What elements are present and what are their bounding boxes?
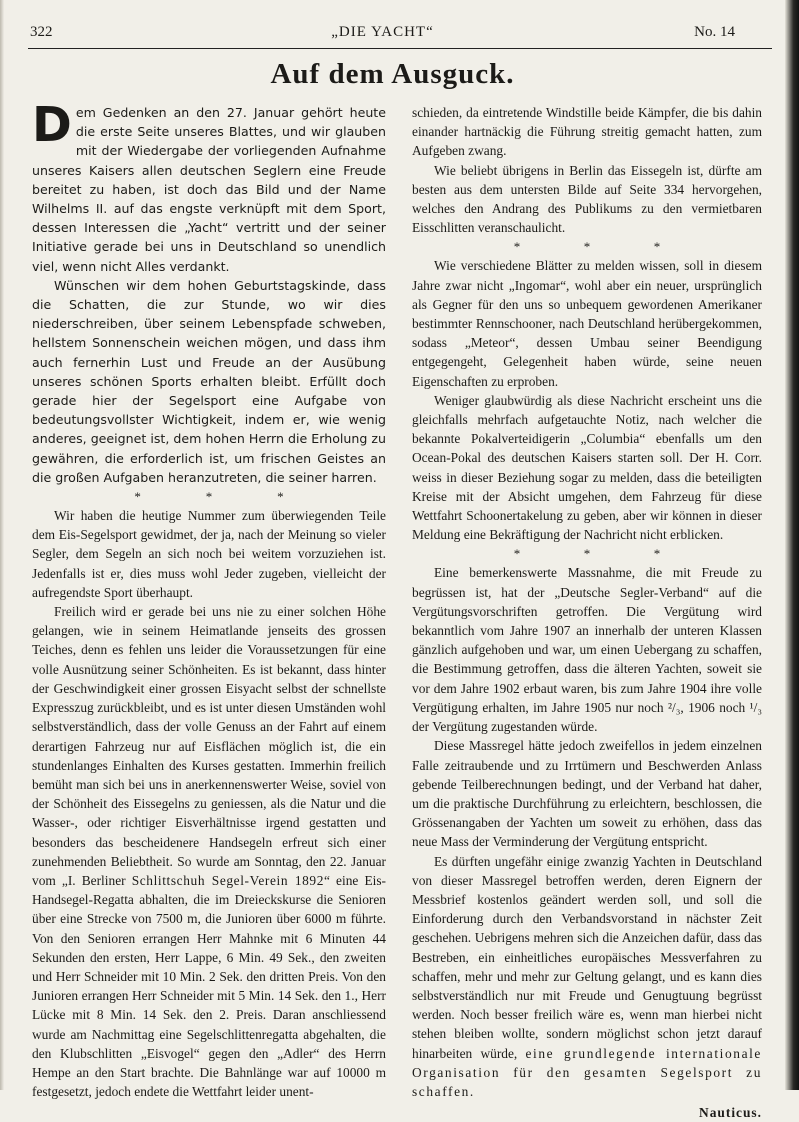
paragraph: Wie beliebt übrigens in Berlin das Eissegeln ist, dürfte am besten aus dem untersten Bilde auf Seite 334 hervorgehen, welches den Andrang des Publikums zu den vermietbaren Eisschlitten veranschaulicht. xyxy=(412,162,762,236)
paragraph: Wie verschiedene Blätter zu melden wissen, soll in diesem Jahre zwar nicht „Ingomar“, wohl aber ein neuer, ursprünglich als Gegner für den uns so unbequem gewordenen Amerikaner bestimmter Rennschooner, nach Deutschland herübergekommen, sodass „Meteor“, dessen Umbau seiner Beendigung entgegengeht, Gelegenheit haben würde, seine neuen Eigenschaften zu erproben. xyxy=(412,258,762,389)
header-rule xyxy=(28,48,772,49)
page-edge-left xyxy=(0,0,4,1090)
section-divider-stars: * * * xyxy=(513,239,661,255)
paragraph: Diese Massregel hätte jedoch zweifellos in jedem einzelnen Falle zeitraubende und zu Irrtümern und Beschwerden Anlass gebende Teilberechnungen bedingt, und der Verband hat daher, um die praktische Durchführung zu erleichtern, beschlossen, die Grössenangaben der Yachten um soweit zu erhöhen, dass das neue Mass der Verminderung der Vergütung entspricht. xyxy=(412,738,762,850)
page-header xyxy=(30,20,735,46)
intro-paragraph-2: Wünschen wir dem hohen Geburtstagskinde, dass die Schatten, die zur Stunde, wo wir dies niederschreiben, über seinem Lebenspfade schweben, hellstem Sonnenschein weichen mögen, und dass ihm auch fernerhin Lust und Freude an der Ausübung unseres schönen Sports erhalten bleibt. Erfüllt doch gerade hier der Segelsport eine Aufgabe von bedeutungsvollster Wichtigkeit, indem er, wie wenig anderes, geeignet ist, dem hohen Herrn die Erholung zu gewähren, die erforderlich ist, um frischen Geistes an die großen Aufgaben heranzutreten, die seiner harren. xyxy=(32,277,386,485)
page-edge-right xyxy=(785,0,799,1090)
paragraph: Wir haben die heutige Nummer zum überwiegenden Teile dem Eis-Segelsport gewidmet, der ja, nach der Meinung so vieler Segler, dem Segeln an sich noch bei weitem vorzuziehen ist. Jedenfalls ist er, dies muss wohl Jeder zugeben, vielleicht der aufregendste Sport überhaupt. xyxy=(32,508,386,600)
section-divider-stars: * * * xyxy=(513,546,661,562)
paragraph: Eine bemerkenswerte Massnahme, die mit Freude zu begrüssen ist, hat der „Deutsche Segler-Verband“ auf die Vergütungsvorschriften getroffen. Die Vergütung wird bekanntlich vom Jahre 1907 an innerhalb der unteren Klassen gänzlich aufgehoben und war, um einen Uebergang zu schaffen, die Bestimmung getroffen, dass die älteren Yachten, soweit sie vor dem Jahre 1902 erbaut waren, bis zum Jahre 1904 ihre volle Vergütigung erhalten, im Jahre 1905 nur noch ²/₃, 1906 noch ¹/₃ der Vergütung zugestanden würde. xyxy=(412,565,762,735)
drop-cap: D xyxy=(32,97,72,153)
journal-title: „DIE YACHT“ xyxy=(331,24,434,40)
section-divider-stars: * * * xyxy=(134,489,284,505)
author-signature: Nauticus. xyxy=(699,1105,762,1121)
left-column xyxy=(32,97,387,1101)
article-title: Auf dem Ausguck. xyxy=(270,58,515,90)
club-name: Schlittschuh Segel-Verein 1892 xyxy=(131,872,325,888)
right-column xyxy=(412,103,762,1122)
page-number: 322 xyxy=(30,24,53,40)
paragraph: Weniger glaubwürdig als diese Nachricht erscheint uns die gleichfalls mehrfach aufgetauchte Notiz, nach welcher die bekannte Pokalverteidigerin „Columbia“ ebenfalls um den Ocean-Pokal des deutschen Kaisers starten soll. Der H. Corr. weiss in dieser Beziehung sogar zu melden, dass die beteiligten Kreise mit der Absicht umgehen, dem Fahrzeug für diese Wettfahrt Schoonertakelung zu geben, aber wir können in dieser Meldung eine Bekräftigung der Nachricht nicht erblicken. xyxy=(412,392,762,543)
paragraph: schieden, da eintretende Windstille beide Kämpfer, die bis dahin einander hartnäckig die Führung streitig gemacht hatten, zum Aufgeben zwang. xyxy=(412,105,762,159)
paragraph: Es dürften ungefähr einige zwanzig Yachten in Deutschland von dieser Massregel betroffen werden, deren Eignern der Messbrief kostenlos geändert werden soll, und soll die Einforderung durch den Verbandsvorstand in nächster Zeit geschehen. Uebrigens mehren sich die Anzeichen dafür, dass das Bestreben, ein einheitliches europäisches Messverfahren zu schaffen, mehr und mehr zur Geltung gelangt, und es kann dies selbstverständlich nur mit Freude und Genugtuung begrüsst werden. Noch besser freilich wäre es, wenn man hierbei nicht stehen bleiben wollte, sondern möglichst schon jetzt darauf hinarbeiten würde, eine grundlegende internationale Organisation für den gesamten Segelsport zu schaffen. xyxy=(412,853,762,1099)
issue-number: No. 14 xyxy=(694,24,735,40)
intro-paragraph: Dem Gedenken an den 27. Januar gehört heute die erste Seite unseres Blattes, und wir glauben mit der Wiedergabe der vorliegenden Aufnahme unseres Kaisers allen deutschen Seglern eine Freude bereitet zu haben, ist doch das Bild und der Name Wilhelms II. auf das engste verknüpft mit dem Sport, dessen Interessen die „Yacht“ vertritt und der seiner Initiative gerade bei uns in Deutschland so unendlich viel, wenn nicht Alles verdankt. xyxy=(32,97,386,274)
paragraph: Freilich wird er gerade bei uns nie zu einer solchen Höhe gelangen, wie in seinem Heimatlande jenseits des grossen Teiches, denn es fehlen uns leider die Voraussetzungen für eine volle Ausnützung seiner Schönheiten. Es ist bekannt, dass hinter der Geschwindigkeit einer grossen Eisyacht selbst der schnellste Expresszug zurückbleibt, und es ist unter diesen Umständen wohl selbstverständlich, dass der volle Genuss an der Fahrt auf einem derartigen Fahrzeug nur auf Eisflächen möglich ist, die ein stundenlanges Einhalten des Kurses gestatten. Immerhin freilich bemüht man sich bei uns in anerkennenswerter Weise, soviel von der Schönheit des Eissegelns zu geniessen, als die Natur und die Wasser-, oder richtiger Eisverhältnisse irgend gestatten und besonders das bescheidenere Handsegeln erfreut sich einer zunehmenden Beliebtheit. So wurde am Sonntag, den 22. Januar vom „I. Berliner Schlittschuh Segel-Verein 1892“ eine Eis-Handsegel-Regatta abhalten, die im Dreieckskurse die Senioren über eine Strecke von 7500 m, die Junioren über 6000 m führte. Von den Senioren errangen Herr Mahnke mit 6 Minuten 44 Sekunden den ersten, Herr Lappe, 6 Min. 49 Sek., den zweiten und Herr Schneider mit 10 Min. 2 Sek. den dritten Preis. Von den Junioren errangen Herr Schneider mit 5 Min. 14 Sek. den 1., Herr Lücke mit 8 Min. 14 Sek. den 2. Preis. Daran anschliessend wurde am Nachmittag eine Segelschlittenregatta abgehalten, die den Klubschlitten „Eisvogel“ gegen den „Adler“ des Herrn Hempe an den Start brachte. Die Bahnlänge war auf 10000 m festgesetzt, jedoch endete die Wettfahrt leider unent- xyxy=(32,604,387,1100)
emphasized-text: eine grundlegende internationale Organisation für den gesamten Segelsport zu schaffen. xyxy=(412,1045,762,1099)
